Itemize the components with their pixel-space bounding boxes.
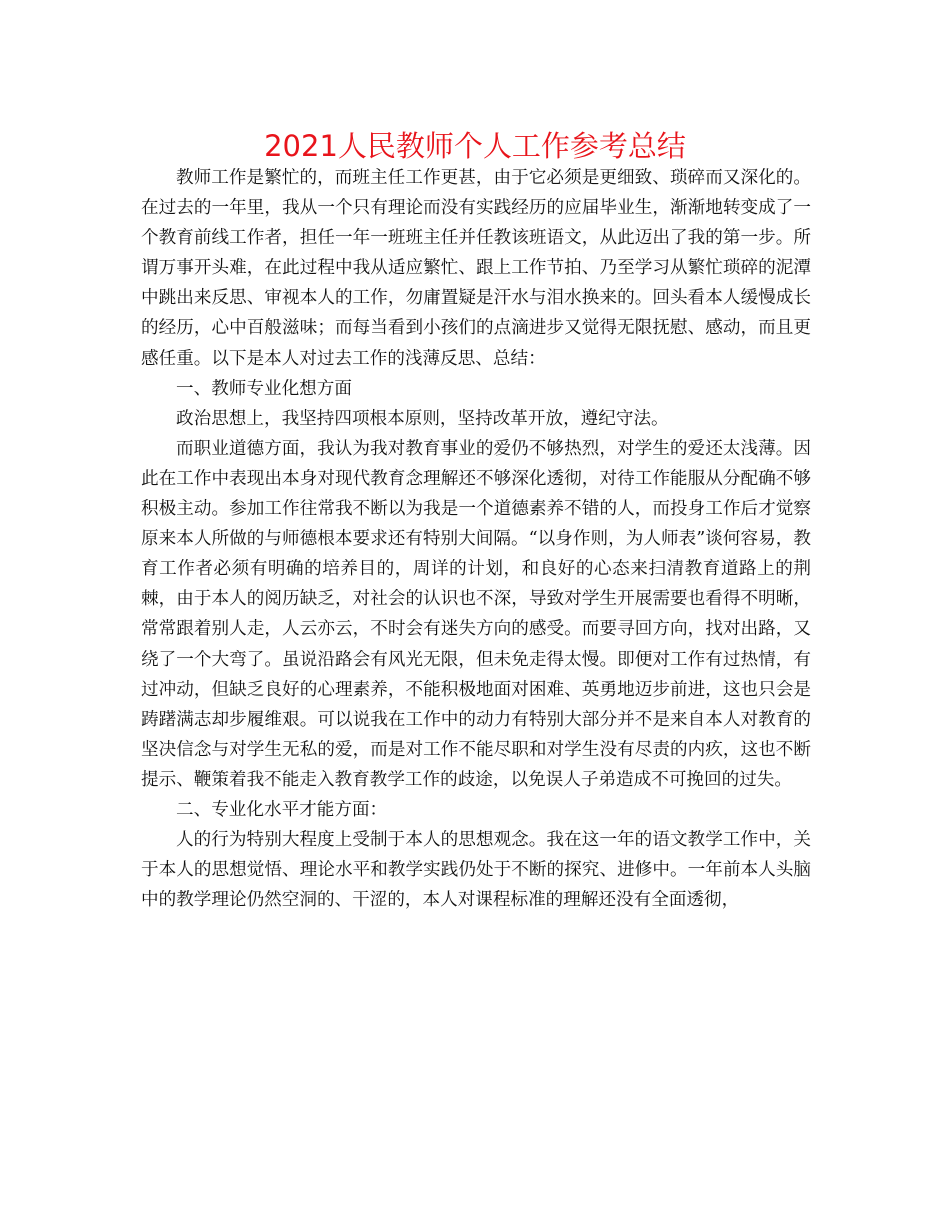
document-body — [141, 163, 811, 915]
document-title: 2021人民教师个人工作参考总结 — [264, 129, 686, 163]
paragraph-professional: 人的行为特别大程度上受制于本人的思想观念。我在这一年的语文教学工作中，关于本人的思想觉悟、理论水平和教学实践仍处于不断的探究、进修中。一年前本人头脑中的教学理论仍然空洞的、干涩的，本人对课程标准的理解还没有全面透彻， — [141, 830, 811, 911]
section-heading-1: 一、教师专业化想方面 — [176, 378, 352, 399]
paragraph-politics: 政治思想上，我坚持四项根本原则，坚持改革开放，遵纪守法。 — [176, 408, 669, 429]
paragraph-ethics: 而职业道德方面，我认为我对教育事业的爱仍不够热烈，对学生的爱还太浅薄。因此在工作中表现出本身对现代教育念理解还不够深化透彻，对待工作能服从分配确不够积极主动。参加工作往常我不断以为我是一个道德素养不错的人，而投身工作后才觉察原来本人所做的与师德根本要求还有特别大间隔。“以身作则，为人师表”谈何容易，教育工作者必须有明确的培养目的，周详的计划，和良好的心态来扫清教育道路上的荆棘，由于本人的阅历缺乏，对社会的认识也不深，导致对学生开展需要也看得不明晰，常常跟着别人走，人云亦云，不时会有迷失方向的感受。而要寻回方向，找对出路，又绕了一个大弯了。虽说沿路会有风光无限，但未免走得太慢。即便对工作有过热情，有过冲动，但缺乏良好的心理素养，不能积极地面对困难、英勇地迈步前进，这也只会是踌躇满志却步履维艰。可以说我在工作中的动力有特别大部分并不是来自本人对教育的坚决信念与对学生无私的爱，而是对工作不能尽职和对学生没有尽责的内疚，这也不断提示、鞭策着我不能走入教育教学工作的歧途，以免误人子弟造成不可挽回的过失。 — [141, 438, 811, 790]
paragraph-intro: 教师工作是繁忙的，而班主任工作更甚，由于它必须是更细致、琐碎而又深化的。在过去的一年里，我从一个只有理论而没有实践经历的应届毕业生，渐渐地转变成了一个教育前线工作者，担任一年一班班主任并任教该班语文，从此迈出了我的第一步。所谓万事开头难，在此过程中我从适应繁忙、跟上工作节拍、乃至学习从繁忙琐碎的泥潭中跳出来反思、审视本人的工作，勿庸置疑是汗水与泪水换来的。回头看本人缓慢成长的经历，心中百般滋味；而每当看到小孩们的点滴进步又觉得无限抚慰、感动，而且更感任重。以下是本人对过去工作的浅薄反思、总结： — [141, 168, 811, 369]
section-heading-2: 二、专业化水平才能方面： — [176, 799, 388, 820]
